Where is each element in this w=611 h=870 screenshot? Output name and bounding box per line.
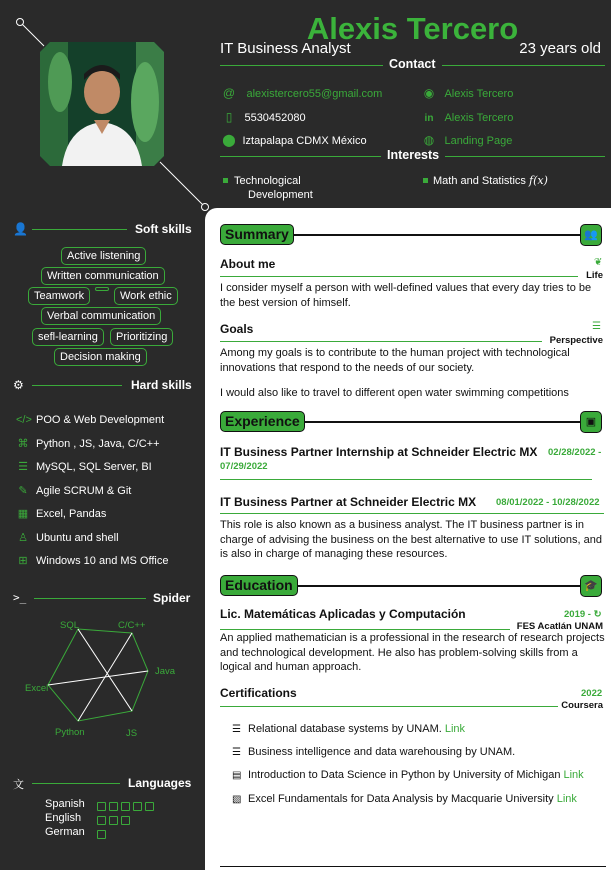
- globe-icon: ◍: [423, 133, 435, 147]
- interest-text: Technological: [234, 175, 301, 187]
- briefcase-icon: ▣: [580, 411, 602, 433]
- skill-chip: Decision making: [54, 348, 147, 366]
- hard-skills-heading: Hard skills: [131, 378, 192, 392]
- cert-text: Introduction to Data Science in Python by University of Michigan: [248, 769, 561, 781]
- list-icon: ☰: [592, 321, 601, 332]
- degree-date: [564, 609, 602, 620]
- spider-axis-label: C/C++: [118, 620, 146, 631]
- degree-text: An applied mathematician is a professional in the research of research projects and technological development. He also has problem-solving skills from a logical and human approach.: [220, 632, 605, 673]
- phone-number: 5530452080: [244, 112, 306, 124]
- job2-date: 08/01/2022 - 10/28/2022: [496, 497, 600, 508]
- cert-source: Coursera: [561, 700, 603, 711]
- hard-skill-item: [16, 414, 164, 426]
- skill-chip-empty: [95, 287, 109, 291]
- job2-rule: [220, 513, 604, 514]
- skill-chip: Teamwork: [28, 287, 90, 305]
- hard-skill-label: Excel, Pandas: [36, 508, 107, 520]
- age: 23 years old: [519, 40, 601, 57]
- github-row[interactable]: [422, 84, 513, 102]
- summary-rule: [290, 234, 582, 236]
- languages-rule: [32, 783, 120, 784]
- goals-text-extra: I would also like to travel to different open water swimming competitions: [220, 387, 569, 399]
- hard-skill-label: Ubuntu and shell: [36, 532, 119, 544]
- github-link[interactable]: Alexis Tercero: [444, 88, 514, 100]
- python-icon: ⌘: [17, 438, 29, 450]
- map-pin-icon: ⬤: [222, 133, 236, 147]
- interest-bullet: [423, 178, 428, 183]
- language-level: [97, 826, 109, 844]
- linux-icon: ♙: [18, 532, 28, 544]
- skill-chip: Active listening: [61, 247, 146, 265]
- job1-date-end: 07/29/2022: [220, 461, 268, 472]
- history-icon: ↻: [593, 609, 602, 620]
- leaf-icon: ❦: [594, 257, 603, 268]
- footer-rule: [220, 866, 606, 867]
- cert-text: Relational database systems by UNAM.: [248, 723, 442, 735]
- hard-skill-label: MySQL, SQL Server, BI: [36, 461, 152, 473]
- location-text: Iztapalapa CDMX México: [242, 135, 367, 147]
- github-icon: ◉: [423, 86, 435, 100]
- contact-heading: Contact: [383, 57, 442, 71]
- hard-skill-label: Agile SCRUM & Git: [36, 485, 132, 497]
- website-row[interactable]: [422, 131, 512, 149]
- degree-title: Lic. Matemáticas Aplicadas y Computación: [220, 607, 466, 621]
- spider-axis-label: Java: [155, 666, 176, 677]
- hard-skill-label: POO & Web Development: [36, 414, 165, 426]
- goals-tag: Perspective: [549, 335, 603, 346]
- windows-icon: ⊞: [18, 555, 28, 567]
- soft-skills-heading: Soft skills: [135, 222, 192, 236]
- code-icon: </>: [16, 414, 32, 426]
- file-excel-icon: ▧: [232, 794, 242, 805]
- cert-link[interactable]: Link: [563, 769, 584, 781]
- hard-skill-item: [16, 554, 168, 567]
- job-role: IT Business Analyst: [220, 40, 351, 57]
- file-code-icon: ▤: [232, 770, 242, 781]
- goals-title: Goals: [220, 322, 254, 336]
- language-label: English: [45, 812, 82, 824]
- database-icon: ☰: [232, 747, 241, 758]
- school-name: FES Acatlán UNAM: [516, 621, 603, 632]
- hard-skills-rule: [32, 385, 122, 386]
- cert-text: Excel Fundamentals for Data Analysis by Macquarie University: [248, 793, 554, 805]
- linkedin-icon: in: [424, 113, 434, 124]
- spider-axis-label: JS: [126, 728, 138, 739]
- email-row[interactable]: [222, 84, 382, 102]
- job2-title: IT Business Partner at Schneider Electric MX: [220, 495, 477, 509]
- users-icon: 👥: [580, 224, 602, 246]
- email-link[interactable]: alexistercero55@gmail.com: [246, 88, 383, 100]
- interest-formula: f(x): [529, 174, 548, 187]
- linkedin-row[interactable]: [422, 108, 513, 126]
- website-link[interactable]: Landing Page: [444, 135, 513, 147]
- job1-title: IT Business Partner Internship at Schneider Electric MX: [220, 445, 538, 459]
- profile-photo: [40, 42, 164, 166]
- spider-axis-label: Excel: [25, 683, 49, 694]
- terminal-icon: >_: [13, 591, 27, 604]
- table-icon: ▦: [17, 508, 29, 520]
- language-label: Spanish: [45, 798, 85, 810]
- phone-row: [222, 108, 306, 126]
- spider-rule: [34, 598, 146, 599]
- interest-bullet: [223, 178, 228, 183]
- spider-chart: [20, 615, 190, 745]
- language-label: German: [45, 826, 85, 838]
- skill-chip: Verbal communication: [41, 307, 161, 325]
- degree-date-text: 2019 -: [564, 609, 591, 620]
- summary-heading: Summary: [220, 224, 294, 245]
- hard-skill-item: [16, 460, 152, 473]
- spider-axis-label: Python: [55, 727, 85, 738]
- degree-rule: [220, 629, 510, 630]
- edit-icon: ✎: [18, 485, 28, 497]
- cert-item: [232, 769, 584, 781]
- interest-text: Math and Statistics: [433, 175, 526, 187]
- goals-text: Among my goals is to contribute to the human project with technological innovations that respond to the needs of our society.: [220, 347, 570, 374]
- languages-heading: Languages: [128, 776, 192, 790]
- interest-item: [234, 174, 313, 202]
- spider-axis-label: SQL: [60, 620, 80, 631]
- skill-chip: Prioritizing: [110, 328, 173, 346]
- database-icon: ☰: [232, 724, 241, 735]
- location-row: [222, 131, 367, 149]
- soft-skills-rule: [32, 229, 127, 230]
- interest-text-cont: Development: [248, 189, 313, 201]
- experience-heading: Experience: [220, 411, 305, 432]
- hard-skill-label: Python , JS, Java, C/C++: [36, 438, 160, 450]
- cert-link[interactable]: Link: [444, 723, 466, 735]
- experience-rule: [300, 421, 582, 423]
- job2-text: This role is also known as a business analyst. The IT business partner is in charge of advising the business on the best alternative to use IT solutions, and is also in charge of managing these resources.: [220, 519, 602, 560]
- hard-skill-item: [16, 437, 160, 450]
- skill-chip: sefl-learning: [32, 328, 104, 346]
- cert-link[interactable]: Link: [556, 793, 577, 805]
- job1-rule: [220, 479, 592, 480]
- certifications-title: Certifications: [220, 686, 297, 700]
- cert-year: 2022: [581, 688, 603, 699]
- cert-item: [232, 793, 577, 805]
- cert-item: [232, 723, 465, 735]
- job1-date-start: 02/28/2022 -: [548, 447, 602, 458]
- hard-skill-item: [16, 531, 119, 544]
- hard-skill-item: [16, 507, 106, 520]
- skill-chip: Work ethic: [114, 287, 178, 305]
- about-text: I consider myself a person with well-defined values that every day tries to be the best version of himself.: [220, 282, 592, 309]
- hard-skill-label: Windows 10 and MS Office: [36, 555, 169, 567]
- user-icon: 👤: [13, 222, 28, 236]
- gears-icon: ⚙: [13, 378, 24, 392]
- education-rule: [296, 585, 582, 587]
- translate-icon: 文: [13, 779, 24, 791]
- cert-rule: [220, 706, 558, 707]
- interests-heading: Interests: [381, 148, 445, 162]
- at-icon: @: [222, 86, 236, 100]
- person-photo-illustration: [40, 42, 164, 166]
- graduation-cap-icon: 🎓: [580, 575, 602, 597]
- linkedin-link[interactable]: Alexis Tercero: [444, 112, 514, 124]
- database-icon: ☰: [18, 461, 28, 473]
- skill-chip: Written communication: [41, 267, 165, 285]
- phone-icon: ▯: [225, 110, 233, 124]
- about-title: About me: [220, 257, 276, 271]
- about-tag: Life: [586, 270, 603, 281]
- interest-item: [433, 174, 548, 187]
- about-rule: [220, 276, 578, 277]
- education-heading: Education: [220, 575, 298, 596]
- cert-text: Business intelligence and data warehousing by UNAM.: [248, 746, 516, 758]
- spider-heading: Spider: [153, 591, 191, 605]
- cert-item: [232, 746, 515, 758]
- hard-skill-item: [16, 484, 131, 497]
- person-name: Alexis Tercero: [306, 11, 519, 46]
- goals-rule: [220, 341, 542, 342]
